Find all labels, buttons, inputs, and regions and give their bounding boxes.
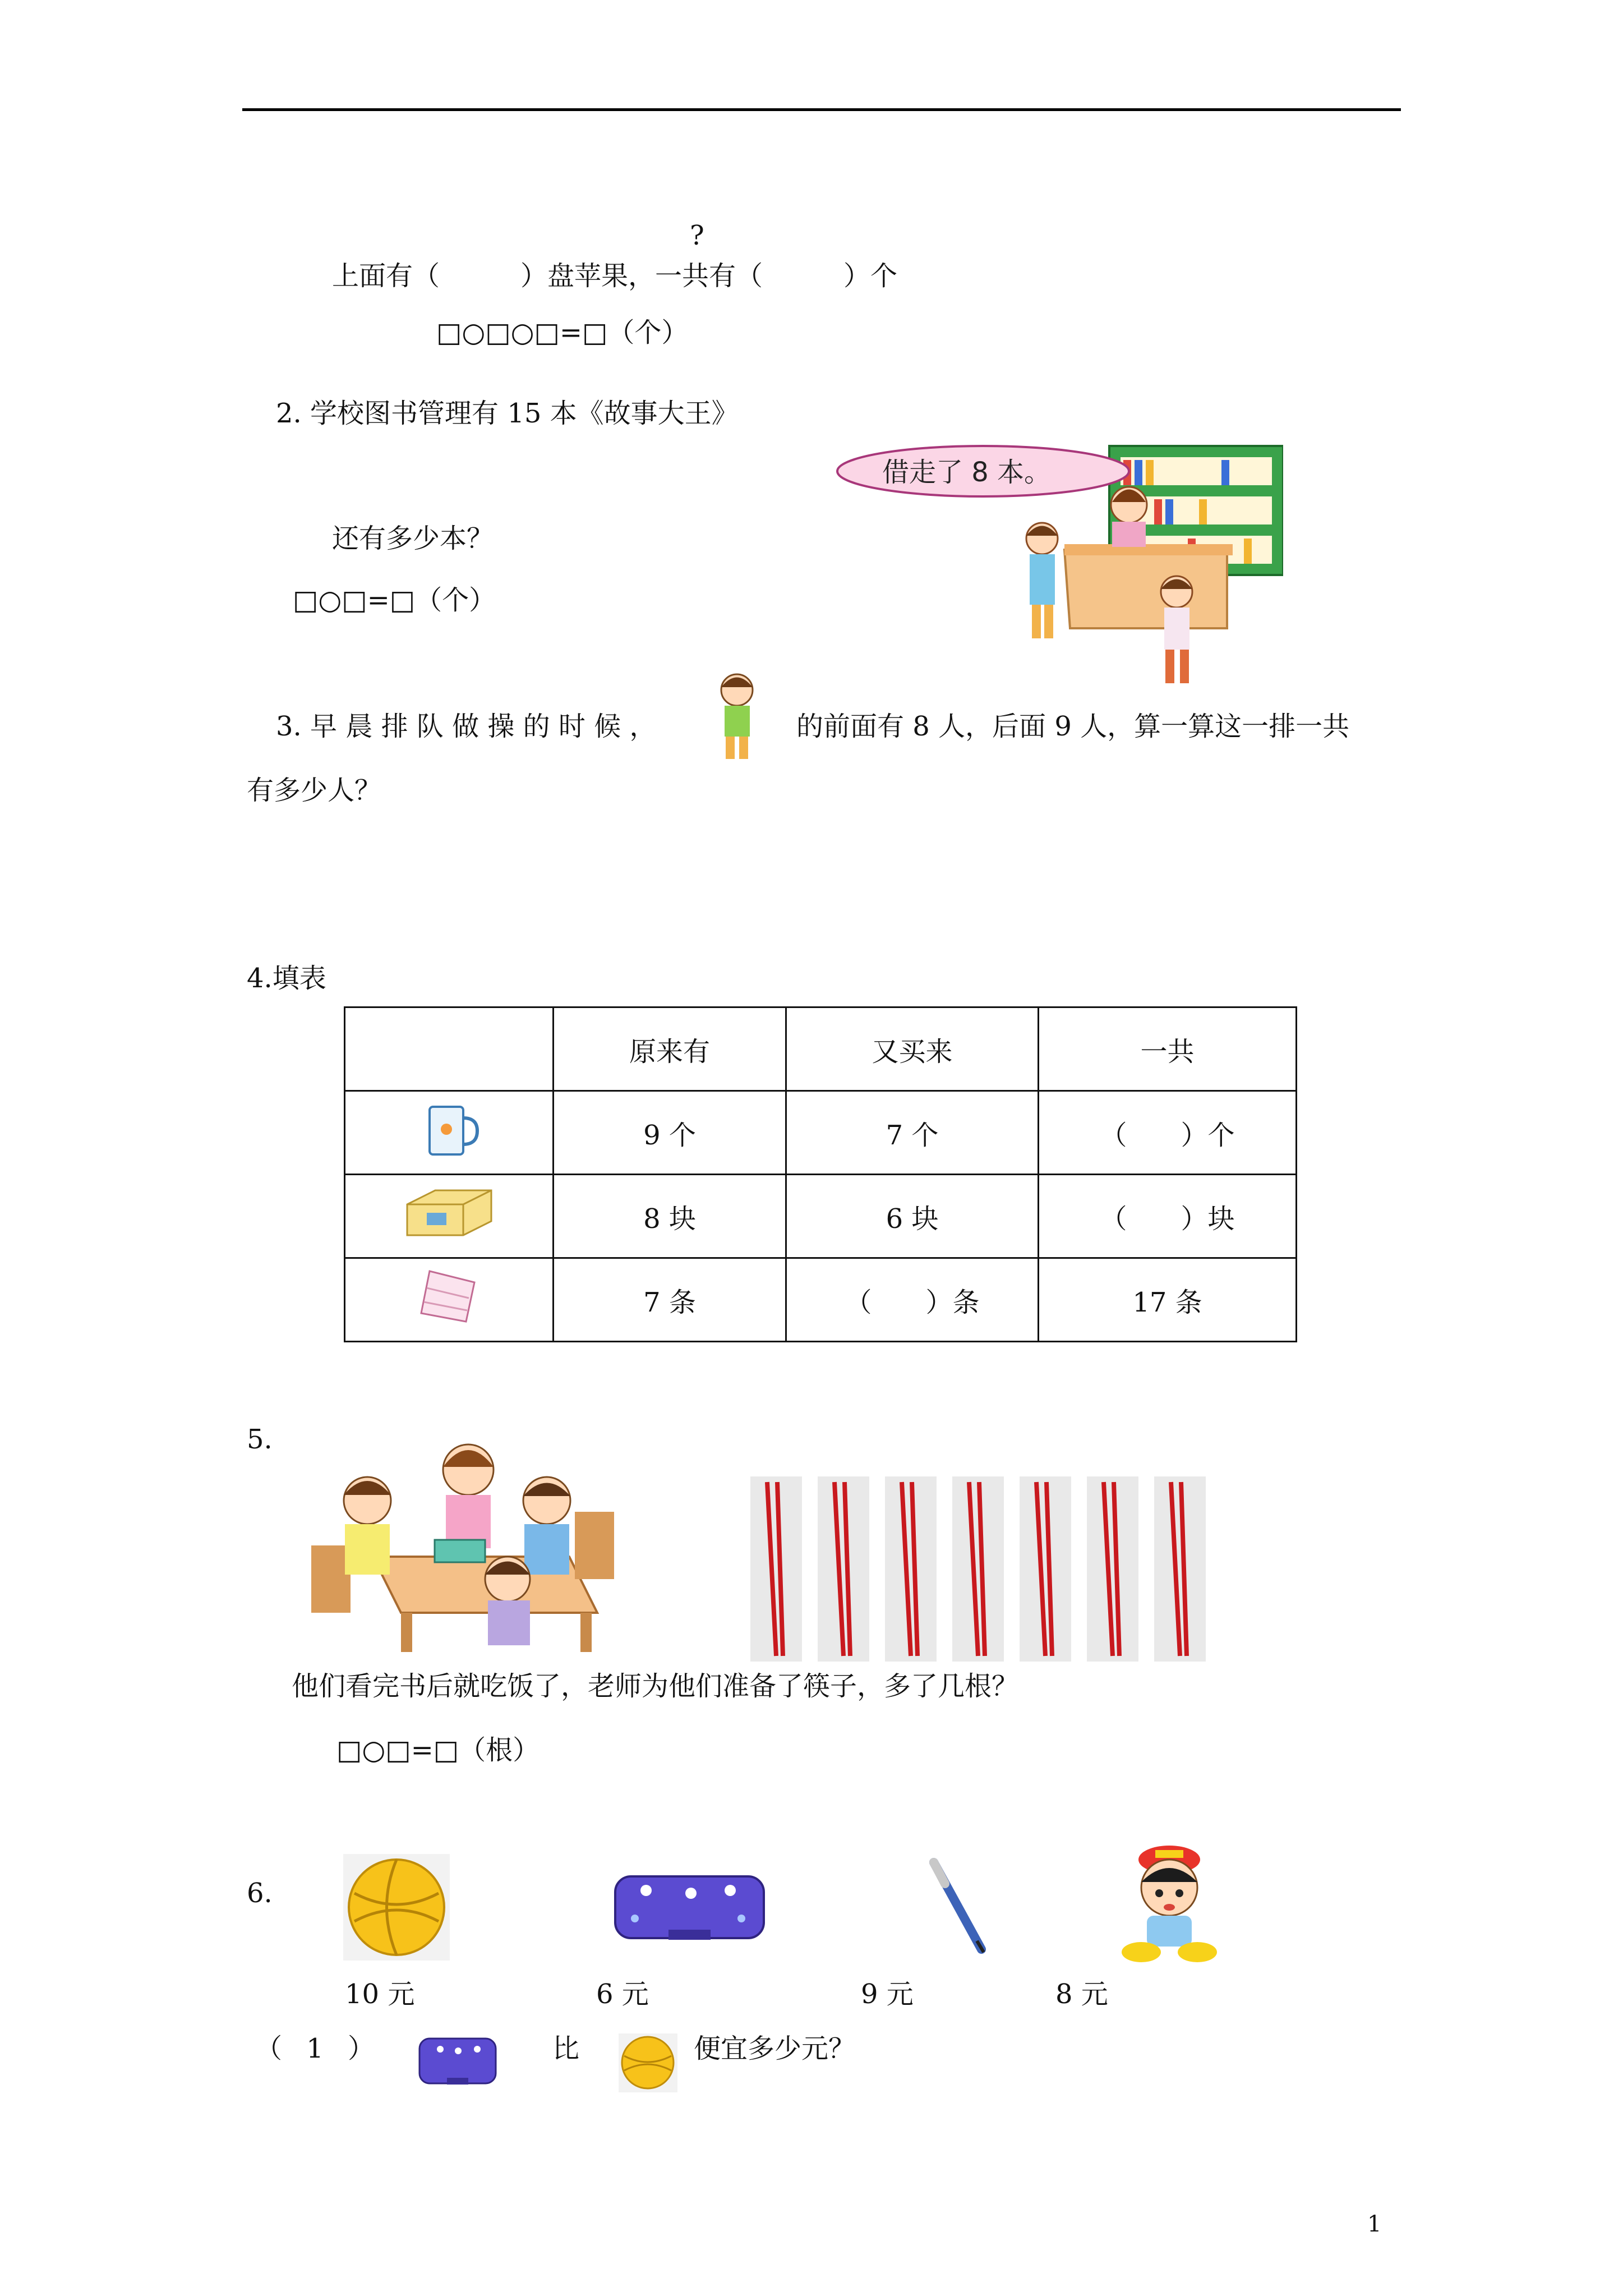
q3-part2: 的前面有 8 人，后面 9 人，算一算这一排一共 bbox=[796, 711, 1350, 742]
q2-title: 2. 学校图书管理有 15 本《故事大王》 bbox=[276, 398, 739, 429]
q5-num: 5. bbox=[247, 1424, 273, 1455]
header-rule bbox=[242, 108, 1401, 111]
chopsticks-pair-5 bbox=[1020, 1476, 1071, 1662]
chopsticks-pair-3 bbox=[885, 1476, 937, 1662]
table-header-row bbox=[345, 1007, 1297, 1091]
price-doll: 8 元 bbox=[1055, 1978, 1108, 2010]
table-row bbox=[345, 1091, 1297, 1175]
table-header-cell: 原来有 bbox=[554, 1007, 786, 1091]
table-row bbox=[345, 1258, 1297, 1342]
q4-title: 4.填表 bbox=[247, 963, 326, 994]
ball-icon bbox=[343, 1854, 450, 1961]
table-cell: （ ）条 bbox=[786, 1258, 1039, 1342]
price-ball: 10 元 bbox=[345, 1978, 415, 2010]
doll-icon bbox=[1113, 1840, 1225, 1966]
box-icon bbox=[345, 1175, 554, 1258]
q6-sub1-label: （ 1 ） bbox=[255, 2033, 383, 2064]
table-header-cell bbox=[345, 1007, 554, 1091]
table-header-cell: 一共 bbox=[1039, 1007, 1297, 1091]
q6-num: 6. bbox=[247, 1878, 273, 1909]
table-cell: 9 个 bbox=[554, 1091, 786, 1175]
q3-part3: 有多少人？ bbox=[247, 775, 382, 806]
chopsticks-pair-4 bbox=[952, 1476, 1004, 1662]
table-header-cell: 又买来 bbox=[786, 1007, 1039, 1091]
price-pen: 9 元 bbox=[861, 1978, 914, 2010]
q5-equation: □○□=□（根） bbox=[336, 1734, 540, 1766]
table-cell: 17 条 bbox=[1039, 1258, 1297, 1342]
q1-equation: □○□○□=□（个） bbox=[436, 317, 689, 348]
page-number: 1 bbox=[1367, 2211, 1382, 2237]
pen-icon bbox=[925, 1857, 990, 1955]
question-mark: ? bbox=[690, 220, 704, 251]
library-illustration bbox=[829, 443, 1283, 693]
q6-sub1-mid: 比 bbox=[552, 2033, 580, 2064]
speech-text: 借走了 8 本。 bbox=[882, 457, 1052, 488]
towel-icon bbox=[345, 1258, 554, 1342]
boy-icon bbox=[713, 670, 761, 763]
table-row bbox=[345, 1175, 1297, 1258]
ball-small-icon bbox=[619, 2033, 677, 2092]
q3-part1: 3. 早 晨 排 队 做 操 的 时 候 ， bbox=[276, 711, 657, 742]
table-cell: 7 条 bbox=[554, 1258, 786, 1342]
children-reading-illustration bbox=[306, 1428, 620, 1652]
table-cell: （ ）块 bbox=[1039, 1175, 1297, 1258]
q2-equation: □○□=□（个） bbox=[293, 585, 496, 616]
chopsticks-pair-6 bbox=[1087, 1476, 1138, 1662]
q5-question: 他们看完书后就吃饭了，老师为他们准备了筷子，多了几根？ bbox=[292, 1671, 1019, 1702]
fill-table bbox=[344, 1006, 1297, 1342]
cup-icon bbox=[345, 1091, 554, 1175]
table-cell: 8 块 bbox=[554, 1175, 786, 1258]
q6-sub1-end: 便宜多少元？ bbox=[694, 2033, 856, 2064]
q2-question: 还有多少本？ bbox=[332, 523, 494, 554]
table-cell: （ ）个 bbox=[1039, 1091, 1297, 1175]
chopsticks-pair-2 bbox=[818, 1476, 869, 1662]
chopsticks-pair-1 bbox=[750, 1476, 802, 1662]
pencil-case-small-icon bbox=[418, 2035, 497, 2087]
table-cell: 7 个 bbox=[786, 1091, 1039, 1175]
q1-line: 上面有（ ）盘苹果，一共有（ ）个 bbox=[332, 260, 898, 292]
table-cell: 6 块 bbox=[786, 1175, 1039, 1258]
pencil-case-icon bbox=[612, 1871, 767, 1944]
chopsticks-pair-7 bbox=[1154, 1476, 1206, 1662]
price-pencil-case: 6 元 bbox=[596, 1978, 649, 2010]
